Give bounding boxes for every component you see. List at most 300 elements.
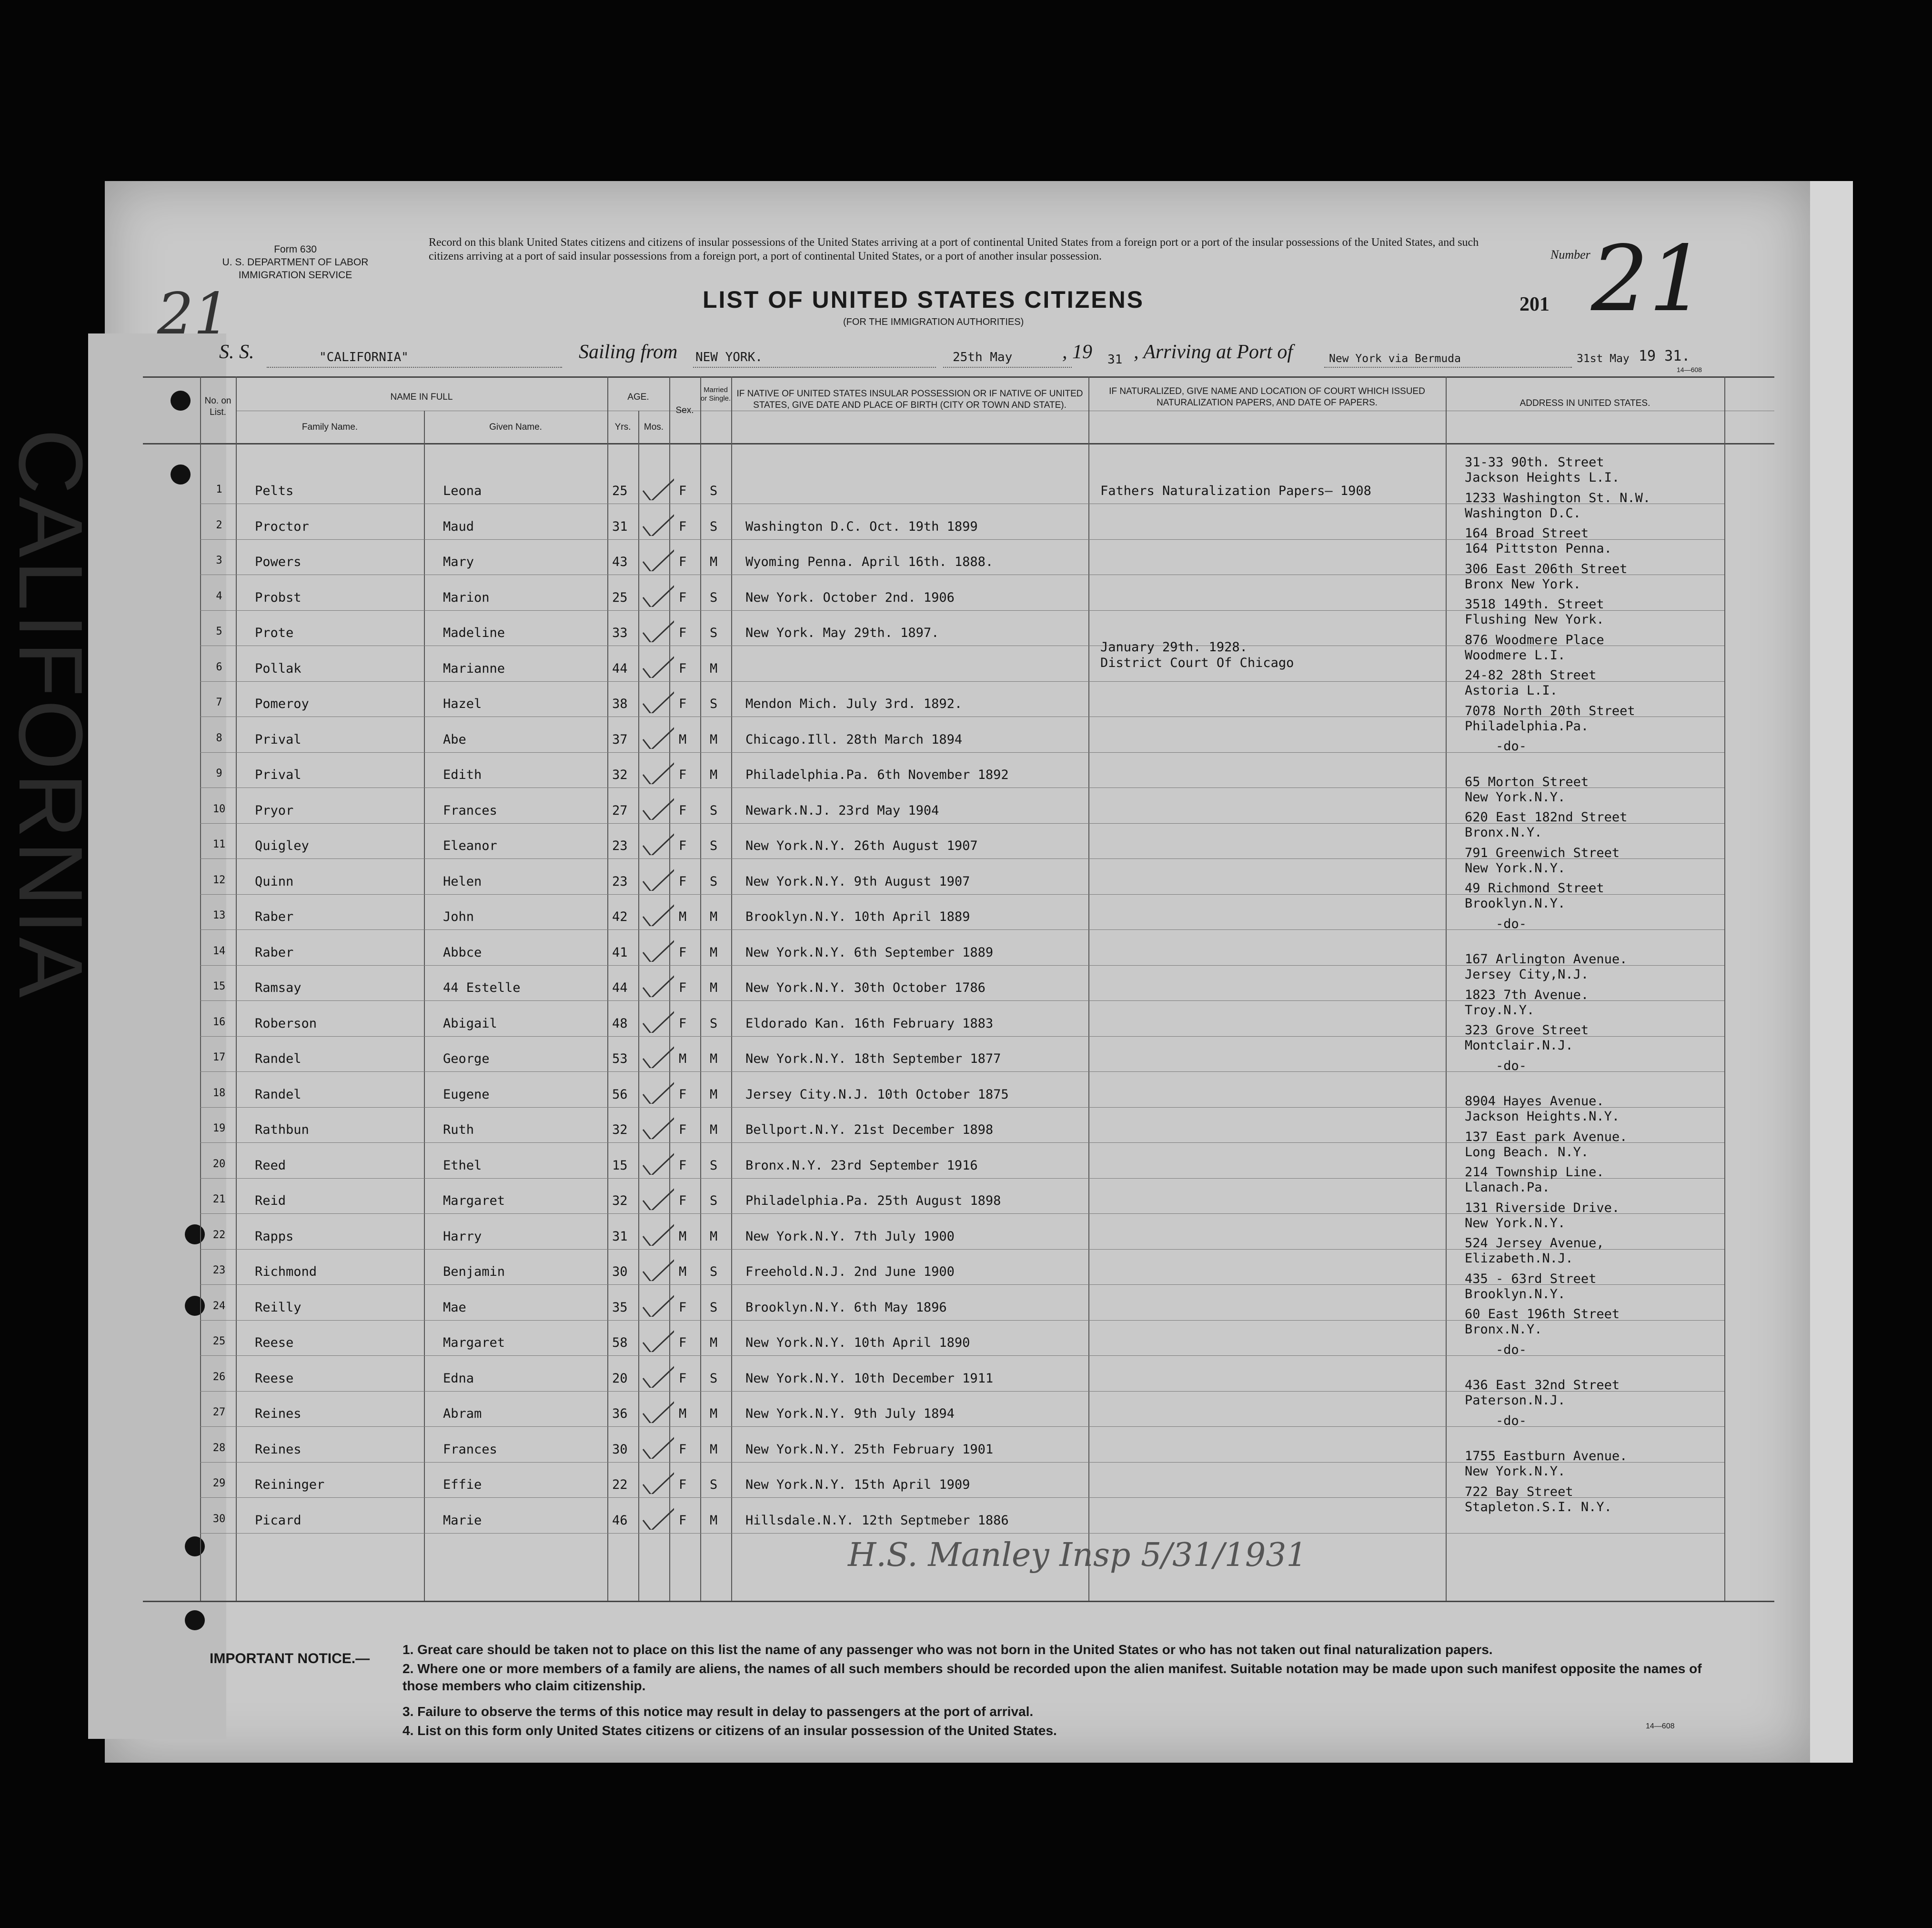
family-name: Reines (255, 1442, 302, 1457)
row-number: 2 (216, 519, 222, 531)
birth-place-date: New York. May 29th. 1897. (745, 626, 939, 640)
row-number: 26 (212, 1371, 226, 1383)
marital-status: S (710, 1264, 718, 1279)
family-name: Richmond (255, 1264, 317, 1279)
birth-place-date: Brooklyn.N.Y. 6th May 1896 (745, 1300, 947, 1315)
header-sex: Sex. (675, 405, 694, 415)
birth-place-date: Freehold.N.J. 2nd June 1900 (745, 1264, 955, 1279)
col-divider (731, 376, 732, 1601)
row-number: 19 (212, 1122, 226, 1134)
check-mark-icon (641, 1110, 674, 1139)
ship-underline (267, 367, 562, 368)
marital-status: S (710, 1477, 718, 1492)
address-line-1: -do- (1496, 917, 1527, 931)
ss-label: S. S. (219, 341, 254, 363)
row-number: 17 (212, 1051, 226, 1063)
list-number: 21 (1591, 226, 1706, 332)
year-suffix: 31 (1107, 353, 1123, 367)
address-line-1: 164 Broad Street (1465, 526, 1589, 541)
sex: F (679, 945, 687, 960)
address-line-2: New York.N.Y. (1465, 1464, 1566, 1479)
address-line-2: New York.N.Y. (1465, 790, 1566, 805)
table-bottom-border (143, 1601, 1774, 1602)
given-name: Eugene (443, 1087, 490, 1102)
printing-code: 14—608 (1677, 366, 1702, 373)
check-mark-icon (641, 1359, 674, 1388)
given-name: Marion (443, 590, 490, 605)
birth-place-date: Washington D.C. Oct. 19th 1899 (745, 519, 978, 534)
address-line-2: Jackson Heights L.I. (1465, 470, 1620, 485)
address-line-2: Brooklyn.N.Y. (1465, 896, 1566, 911)
header-birth-place: IF NATIVE OF UNITED STATES INSULAR POSSESSION OR IF NATIVE OF UNITED STATES, GIVE DATE AND PLACE OF BIRTH (CITY OR TOWN AND STATE). (736, 389, 1083, 410)
inspector-signature: H.S. Manley Insp 5/31/1931 (848, 1536, 1307, 1574)
punch-hole (185, 1536, 205, 1556)
form-identifier (205, 243, 386, 282)
family-name: Reines (255, 1406, 302, 1421)
row-number: 18 (212, 1087, 226, 1099)
check-mark-icon (641, 827, 674, 855)
family-name: Raber (255, 909, 294, 924)
given-name: Leona (443, 484, 482, 498)
address-line-2: Bronx.N.Y. (1465, 1322, 1542, 1337)
check-mark-icon (641, 1465, 674, 1494)
col-divider (200, 376, 201, 1601)
birth-place-date: Wyoming Penna. April 16th. 1888. (745, 555, 994, 569)
address-line-2: Stapleton.S.I. N.Y. (1465, 1500, 1612, 1514)
check-mark-icon (641, 578, 674, 607)
birth-place-date: New York.N.Y. 10th December 1911 (745, 1371, 994, 1386)
arriving-label: , Arriving at Port of (1134, 341, 1293, 363)
header-family-name: Family Name. (302, 422, 358, 432)
family-name: Pryor (255, 803, 294, 818)
check-mark-icon (641, 1430, 674, 1459)
address-line-1: 791 Greenwich Street (1465, 846, 1620, 860)
birth-place-date: New York.N.Y. 9th July 1894 (745, 1406, 955, 1421)
age-years: 33 (612, 626, 628, 640)
marital-status: S (710, 626, 718, 640)
family-name: Rathbun (255, 1122, 309, 1137)
row-number: 10 (212, 803, 226, 815)
sex: F (679, 1087, 687, 1102)
sex: M (679, 1051, 687, 1066)
marital-status: M (710, 945, 718, 960)
header-naturalization: IF NATURALIZED, GIVE NAME AND LOCATION OF COURT WHICH ISSUED NATURALIZATION PAPERS, AND DATE OF PAPERS. (1109, 386, 1425, 408)
check-mark-icon (641, 649, 674, 678)
col-divider (607, 376, 608, 1601)
row-number: 1 (216, 484, 222, 495)
family-name: Powers (255, 555, 302, 569)
header-no-on-list: No. on List. (204, 396, 231, 417)
row-number: 13 (212, 909, 226, 921)
family-name: Reese (255, 1371, 294, 1386)
sex: F (679, 1513, 687, 1528)
marital-status: S (710, 519, 718, 534)
given-name: Mae (443, 1300, 466, 1315)
birth-place-date: Newark.N.J. 23rd May 1904 (745, 803, 939, 818)
check-mark-icon (641, 933, 674, 962)
sex: F (679, 874, 687, 889)
punch-hole (185, 1296, 205, 1316)
address-line-1: 1755 Eastburn Avenue. (1465, 1449, 1628, 1464)
ship-name: "CALIFORNIA" (319, 350, 409, 364)
age-years: 32 (612, 1193, 628, 1208)
check-mark-icon (641, 1217, 674, 1246)
age-years: 15 (612, 1158, 628, 1173)
address-line-2: Jackson Heights.N.Y. (1465, 1109, 1620, 1124)
marital-status: S (710, 874, 718, 889)
check-mark-icon (641, 1252, 674, 1281)
address-line-2: Washington D.C. (1465, 506, 1581, 521)
family-name: Pomeroy (255, 697, 309, 711)
address-line-1: -do- (1496, 1343, 1527, 1357)
sex: M (679, 909, 687, 924)
family-name: Reilly (255, 1300, 302, 1315)
address-line-2: Paterson.N.J. (1465, 1393, 1566, 1408)
marital-status: S (710, 838, 718, 853)
sex: F (679, 1122, 687, 1137)
page-subtitle: (FOR THE IMMIGRATION AUTHORITIES) (843, 317, 1024, 327)
birth-place-date: New York.N.Y. 9th August 1907 (745, 874, 970, 889)
check-mark-icon (641, 1181, 674, 1210)
address-line-2: 164 Pittston Penna. (1465, 541, 1612, 556)
birth-place-date: Brooklyn.N.Y. 10th April 1889 (745, 909, 970, 924)
given-name: Marie (443, 1513, 482, 1528)
address-line-1: 436 East 32nd Street (1465, 1378, 1620, 1393)
record-instructions: Record on this blank United States citizens and citizens of insular possessions of the United States arriving at a port of continental United States from a foreign port or a port of the insular possessions of the United States, and such citizens arriving at a port of said insular possessions from a foreign port, a port of continental United States, or a port of another insular possession. (429, 236, 1479, 262)
birth-place-date: Hillsdale.N.Y. 12th Septmeber 1886 (745, 1513, 1009, 1528)
header-mos: Mos. (644, 422, 664, 432)
row-number: 30 (212, 1513, 226, 1525)
punch-hole (171, 464, 191, 485)
age-years: 30 (612, 1264, 628, 1279)
sex: F (679, 661, 687, 676)
marital-status: S (710, 1016, 718, 1031)
row-number: 3 (216, 555, 222, 566)
family-name: Randel (255, 1051, 302, 1066)
marital-status: M (710, 1513, 718, 1528)
sex: F (679, 838, 687, 853)
given-name: Abigail (443, 1016, 497, 1031)
address-line-1: 137 East park Avenue. (1465, 1130, 1628, 1144)
family-name: Reed (255, 1158, 286, 1173)
given-name: Mary (443, 555, 474, 569)
address-line-1: -do- (1496, 739, 1527, 754)
given-name: Ethel (443, 1158, 482, 1173)
address-line-1: 7078 North 20th Street (1465, 704, 1635, 718)
sex: F (679, 1335, 687, 1350)
header-age: AGE. (627, 392, 649, 402)
header-yrs: Yrs. (614, 422, 631, 432)
check-mark-icon (641, 1004, 674, 1033)
marital-status: M (710, 1087, 718, 1102)
birth-place-date: Eldorado Kan. 16th February 1883 (745, 1016, 994, 1031)
given-name: Eleanor (443, 838, 497, 853)
family-name: Rapps (255, 1229, 294, 1244)
birth-place-date: New York.N.Y. 18th September 1877 (745, 1051, 1001, 1066)
age-years: 38 (612, 697, 628, 711)
age-years: 44 (612, 661, 628, 676)
punch-hole (185, 1224, 205, 1244)
row-number: 12 (212, 874, 226, 886)
col-divider (424, 411, 425, 1601)
arriving-port: New York via Bermuda (1329, 353, 1461, 365)
birth-place-date: New York.N.Y. 6th September 1889 (745, 945, 994, 960)
age-years: 46 (612, 1513, 628, 1528)
address-line-1: 323 Grove Street (1465, 1023, 1589, 1038)
sailing-underline (693, 367, 936, 368)
sex: F (679, 1016, 687, 1031)
check-mark-icon (641, 1288, 674, 1317)
address-line-2: New York.N.Y. (1465, 1216, 1566, 1231)
birth-place-date: Chicago.Ill. 28th March 1894 (745, 732, 963, 747)
given-name: Madeline (443, 626, 505, 640)
birth-place-date: New York.N.Y. 25th February 1901 (745, 1442, 994, 1457)
given-name: John (443, 909, 474, 924)
age-years: 36 (612, 1406, 628, 1421)
given-name: Marianne (443, 661, 505, 676)
handwritten-corner-number: 21 (157, 281, 230, 347)
marital-status: S (710, 1371, 718, 1386)
row-number: 27 (212, 1406, 226, 1418)
given-name: Margaret (443, 1193, 505, 1208)
sex: M (679, 1264, 687, 1279)
birth-place-date: New York.N.Y. 10th April 1890 (745, 1335, 970, 1350)
sex: F (679, 519, 687, 534)
given-name: Frances (443, 1442, 497, 1457)
address-line-1: 722 Bay Street (1465, 1484, 1573, 1499)
number-label: Number (1550, 248, 1590, 262)
address-line-1: 1233 Washington St. N.W. (1465, 491, 1651, 505)
birth-place-date: Bronx.N.Y. 23rd September 1916 (745, 1158, 978, 1173)
age-years: 23 (612, 838, 628, 853)
marital-status: M (710, 1406, 718, 1421)
address-line-1: 24-82 28th Street (1465, 668, 1597, 683)
check-mark-icon (641, 1323, 674, 1352)
family-name: Quinn (255, 874, 294, 889)
given-name: 44 Estelle (443, 980, 521, 995)
sex: F (679, 1193, 687, 1208)
row-number: 16 (212, 1016, 226, 1028)
marital-status: M (710, 732, 718, 747)
age-years: 32 (612, 1122, 628, 1137)
birth-place-date: Bellport.N.Y. 21st December 1898 (745, 1122, 994, 1137)
check-mark-icon (641, 791, 674, 820)
age-years: 22 (612, 1477, 628, 1492)
marital-status: S (710, 1300, 718, 1315)
notice-item-4: 4. List on this form only United States citizens or citizens of an insular possession of the United States. (402, 1723, 1057, 1738)
check-mark-icon (641, 1501, 674, 1530)
row-rule (200, 1533, 1724, 1534)
sailing-label: Sailing from (579, 341, 678, 363)
stub-ship-name: CALIFORNIA (0, 429, 101, 1001)
check-mark-icon (641, 862, 674, 891)
sailing-port: NEW YORK. (695, 350, 763, 364)
address-line-2: Long Beach. N.Y. (1465, 1145, 1589, 1160)
address-line-2: Flushing New York. (1465, 612, 1604, 627)
notice-item-1: 1. Great care should be taken not to place on this list the name of any passenger who was not born in the United States or who has not taken out final naturalization papers. (402, 1642, 1493, 1657)
address-line-1: 524 Jersey Avenue, (1465, 1236, 1604, 1251)
age-years: 35 (612, 1300, 628, 1315)
birth-place-date: New York.N.Y. 30th October 1786 (745, 980, 986, 995)
sex: F (679, 626, 687, 640)
age-years: 23 (612, 874, 628, 889)
row-number: 22 (212, 1229, 226, 1241)
address-line-1: -do- (1496, 1059, 1527, 1073)
check-mark-icon (641, 507, 674, 536)
family-name: Reininger (255, 1477, 325, 1492)
given-name: Edith (443, 767, 482, 782)
address-line-2: Astoria L.I. (1465, 683, 1558, 698)
address-line-1: 435 - 63rd Street (1465, 1272, 1597, 1286)
age-years: 53 (612, 1051, 628, 1066)
check-mark-icon (641, 543, 674, 571)
naturalization-court: District Court Of Chicago (1100, 656, 1294, 670)
sex: F (679, 484, 687, 498)
check-mark-icon (641, 898, 674, 926)
family-name: Pelts (255, 484, 294, 498)
age-years: 58 (612, 1335, 628, 1350)
col-divider (700, 376, 701, 1601)
sex: F (679, 803, 687, 818)
sex: M (679, 1229, 687, 1244)
given-name: George (443, 1051, 490, 1066)
notice-item-3: 3. Failure to observe the terms of this notice may result in delay to passengers at the port of arrival. (402, 1704, 1034, 1719)
age-years: 30 (612, 1442, 628, 1457)
given-name: Effie (443, 1477, 482, 1492)
family-name: Prival (255, 732, 302, 747)
address-line-2: New York.N.Y. (1465, 861, 1566, 876)
address-line-1: -do- (1496, 1413, 1527, 1428)
check-mark-icon (641, 1146, 674, 1175)
row-number: 8 (216, 732, 222, 744)
check-mark-icon (641, 756, 674, 784)
age-years: 31 (612, 519, 628, 534)
given-name: Helen (443, 874, 482, 889)
birth-place-date: New York.N.Y. 7th July 1900 (745, 1229, 955, 1244)
address-line-1: 65 Morton Street (1465, 775, 1589, 789)
row-number: 11 (212, 838, 226, 850)
marital-status: S (710, 1193, 718, 1208)
service-name: IMMIGRATION SERVICE (238, 270, 352, 281)
age-years: 31 (612, 1229, 628, 1244)
birth-place-date: Philadelphia.Pa. 25th August 1898 (745, 1193, 1001, 1208)
age-years: 43 (612, 555, 628, 569)
sex: F (679, 1300, 687, 1315)
family-name: Picard (255, 1513, 302, 1528)
check-mark-icon (641, 472, 674, 500)
age-years: 32 (612, 767, 628, 782)
given-name: Edna (443, 1371, 474, 1386)
birth-place-date: Jersey City.N.J. 10th October 1875 (745, 1087, 1009, 1102)
sex: F (679, 1371, 687, 1386)
address-line-2: Elizabeth.N.J. (1465, 1251, 1573, 1266)
marital-status: M (710, 1229, 718, 1244)
address-line-1: 31-33 90th. Street (1465, 455, 1604, 470)
age-years: 25 (612, 484, 628, 498)
sex: F (679, 1477, 687, 1492)
marital-status: S (710, 803, 718, 818)
marital-status: M (710, 980, 718, 995)
family-name: Randel (255, 1087, 302, 1102)
birth-place-date: New York.N.Y. 15th April 1909 (745, 1477, 970, 1492)
sailing-date: 25th May (953, 350, 1013, 364)
address-line-1: 1823 7th Avenue. (1465, 988, 1589, 1002)
family-name: Ramsay (255, 980, 302, 995)
address-line-1: 167 Arlington Avenue. (1465, 952, 1628, 967)
given-name: Benjamin (443, 1264, 505, 1279)
address-line-2: Montclair.N.J. (1465, 1038, 1573, 1053)
marital-status: S (710, 1158, 718, 1173)
family-name: Pollak (255, 661, 302, 676)
department-name: U. S. DEPARTMENT OF LABOR (222, 257, 369, 268)
row-number: 21 (212, 1193, 226, 1205)
given-name: Margaret (443, 1335, 505, 1350)
address-line-1: 49 Richmond Street (1465, 881, 1604, 896)
row-number: 24 (212, 1300, 226, 1312)
age-years: 27 (612, 803, 628, 818)
address-line-2: Troy.N.Y. (1465, 1003, 1535, 1018)
table-top-border (143, 376, 1774, 378)
family-name: Quigley (255, 838, 309, 853)
family-name: Proctor (255, 519, 309, 534)
age-years: 25 (612, 590, 628, 605)
sex: F (679, 1158, 687, 1173)
address-line-2: Bronx.N.Y. (1465, 825, 1542, 840)
page-number: 201 (1519, 293, 1550, 315)
age-years: 48 (612, 1016, 628, 1031)
marital-status: M (710, 1051, 718, 1066)
arrival-date: 31st May (1577, 353, 1630, 365)
age-years: 56 (612, 1087, 628, 1102)
arrival-year: 19 31. (1639, 348, 1690, 364)
given-name: Frances (443, 803, 497, 818)
address-line-2: Llanach.Pa. (1465, 1180, 1550, 1195)
sex: F (679, 1442, 687, 1457)
birth-place-date: New York. October 2nd. 1906 (745, 590, 955, 605)
row-number: 20 (212, 1158, 226, 1170)
date-underline (943, 367, 1072, 368)
sex: F (679, 590, 687, 605)
row-number: 29 (212, 1477, 226, 1489)
sex: M (679, 1406, 687, 1421)
header-address: ADDRESS IN UNITED STATES. (1519, 398, 1650, 408)
address-line-1: 620 East 182nd Street (1465, 810, 1628, 825)
row-number: 15 (212, 980, 226, 992)
sex: F (679, 980, 687, 995)
page-title: LIST OF UNITED STATES CITIZENS (703, 286, 1145, 313)
check-mark-icon (641, 720, 674, 749)
row-number: 6 (216, 661, 222, 673)
address-line-2: Jersey City,N.J. (1465, 967, 1589, 982)
row-number: 25 (212, 1335, 226, 1347)
age-years: 20 (612, 1371, 628, 1386)
family-name: Probst (255, 590, 302, 605)
header-given-name: Given Name. (489, 422, 542, 432)
check-mark-icon (641, 1075, 674, 1104)
marital-status: M (710, 1442, 718, 1457)
sex: F (679, 697, 687, 711)
age-years: 37 (612, 732, 628, 747)
col-divider (638, 411, 639, 1601)
header-name-in-full: NAME IN FULL (390, 392, 453, 402)
age-years: 41 (612, 945, 628, 960)
naturalization-info: Fathers Naturalization Papers— 1908 (1100, 484, 1371, 498)
row-number: 23 (212, 1264, 226, 1276)
address-line-1: 214 Township Line. (1465, 1165, 1604, 1180)
check-mark-icon (641, 614, 674, 642)
family-name: Reese (255, 1335, 294, 1350)
address-line-1: 306 East 206th Street (1465, 562, 1628, 576)
